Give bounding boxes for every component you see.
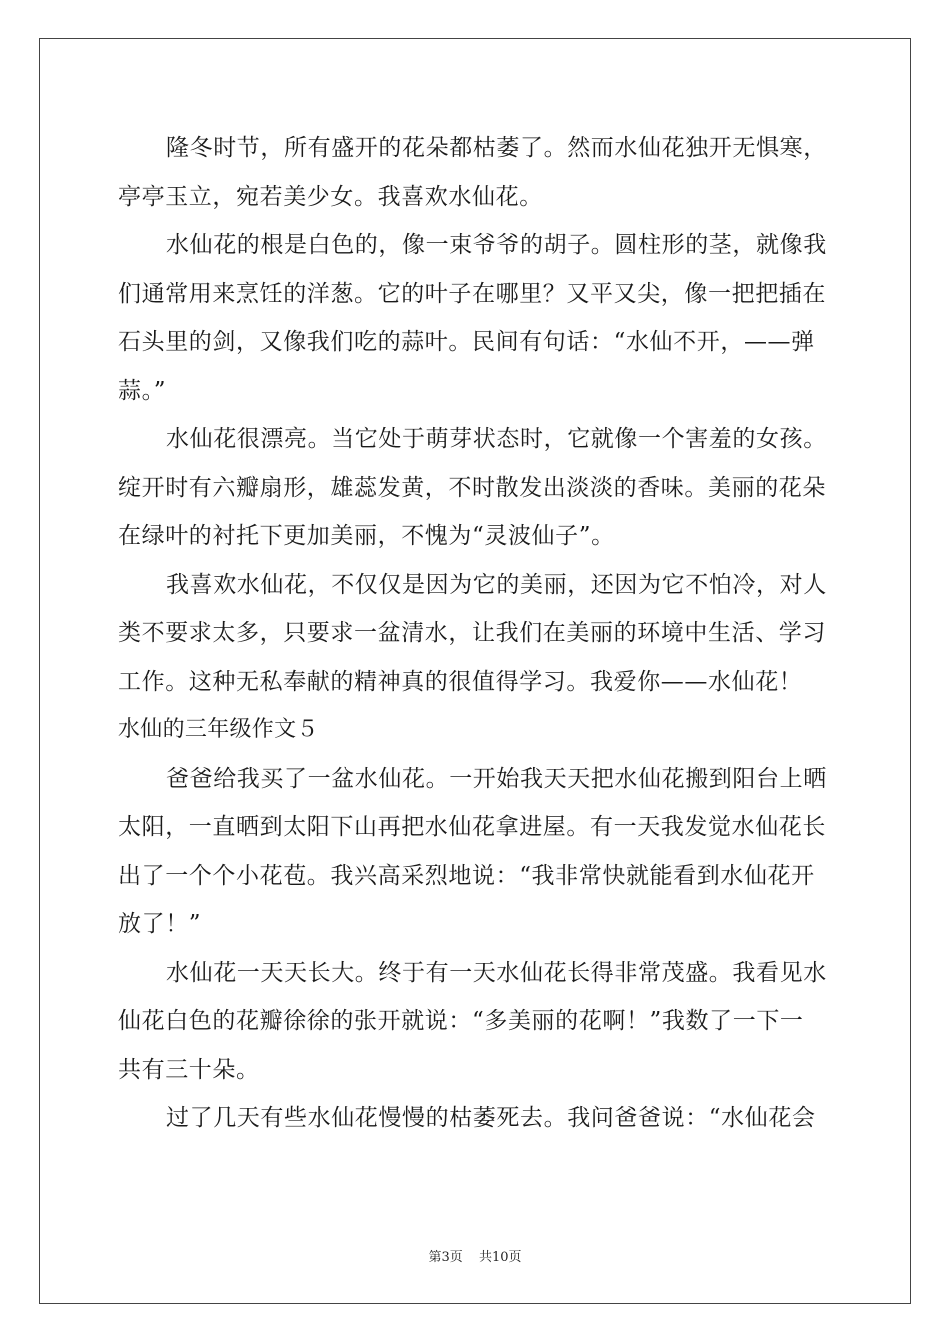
page-footer (0, 1246, 950, 1265)
document-body (118, 124, 834, 1143)
text-line: 石头里的剑，又像我们吃的蒜叶。民间有句话：“水仙不开，——弹 (118, 329, 815, 355)
text-line: 隆冬时节，所有盛开的花朵都枯萎了。然而水仙花独开无惧寒， (166, 135, 827, 161)
paragraph-6 (118, 949, 834, 1095)
paragraph-7 (118, 1094, 834, 1143)
text-line: 仙花白色的花瓣徐徐的张开就说：“多美丽的花啊！”我数了一下一 (118, 1008, 804, 1034)
text-line: 蒜。” (118, 377, 167, 404)
paragraph-1 (118, 124, 834, 221)
text-line: 过了几天有些水仙花慢慢的枯萎死去。我问爸爸说：“水仙花会 (166, 1105, 816, 1131)
paragraph-5 (118, 755, 834, 949)
text-line: 共有三十朵。 (118, 1056, 260, 1083)
text-line: 水仙花的根是白色的，像一束爷爷的胡子。圆柱形的茎，就像我 (166, 232, 827, 258)
text-line: 类不要求太多，只要求一盆清水，让我们在美丽的环境中生活、学习 (118, 620, 826, 646)
text-line: 爸爸给我买了一盆水仙花。一开始我天天把水仙花搬到阳台上晒 (166, 765, 827, 792)
text-line: 工作。这种无私奉献的精神真的很值得学习。我爱你——水仙花！ (118, 668, 803, 695)
text-line: 亭亭玉立，宛若美少女。我喜欢水仙花。 (118, 183, 543, 210)
paragraph-3 (118, 415, 834, 561)
section-heading: 水仙的三年级作文５ (118, 717, 319, 742)
text-line: 我喜欢水仙花，不仅仅是因为它的美丽，还因为它不怕冷，对人 (166, 571, 827, 598)
text-line: 出了一个个小花苞。我兴高采烈地说：“我非常快就能看到水仙花开 (118, 862, 815, 889)
paragraph-4 (118, 561, 834, 707)
text-line: 水仙花很漂亮。当它处于萌芽状态时，它就像一个害羞的女孩。 (166, 426, 827, 452)
page-total: 共10页 (478, 1250, 522, 1265)
text-line: 在绿叶的衬托下更加美丽，不愧为“灵波仙子”。 (118, 523, 615, 549)
text-line: 绽开时有六瓣扇形，雄蕊发黄，不时散发出淡淡的香味。美丽的花朵 (118, 474, 826, 501)
page-number: 第3页 (428, 1250, 463, 1265)
text-line: 们通常用来烹饪的洋葱。它的叶子在哪里？又平又尖，像一把把插在 (118, 280, 826, 307)
text-line: 水仙花一天天长大。终于有一天水仙花长得非常茂盛。我看见水 (166, 959, 827, 986)
text-line: 放了！” (118, 911, 202, 937)
text-line: 太阳，一直晒到太阳下山再把水仙花拿进屋。有一天我发觉水仙花长 (118, 814, 826, 840)
paragraph-2 (118, 221, 834, 415)
